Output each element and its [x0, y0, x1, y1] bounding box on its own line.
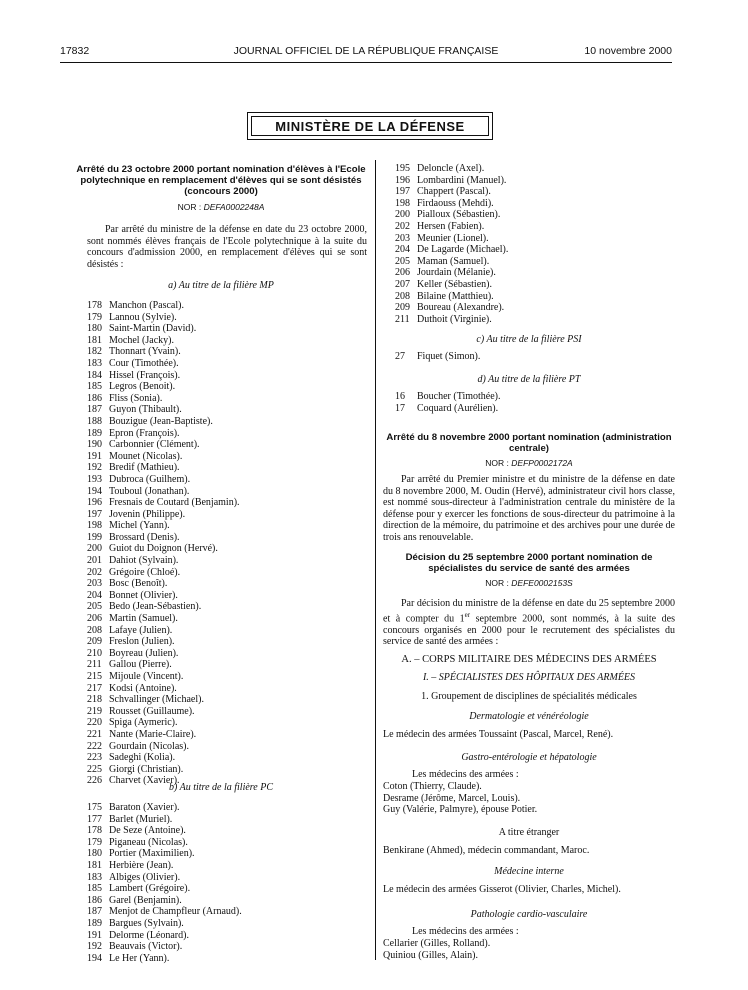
rank-number: 200	[87, 543, 102, 555]
rank-number: 192	[87, 462, 102, 474]
student-name: Jourdain (Mélanie).	[417, 267, 496, 279]
dermato-text: Le médecin des armées Toussaint (Pascal, Marcel, René).	[383, 729, 614, 740]
doctor-name: Quiniou (Gilles, Alain).	[383, 949, 478, 961]
student-name: Fresnais de Coutard (Benjamin).	[109, 497, 240, 509]
header-rule	[60, 62, 672, 63]
rank-number: 184	[87, 369, 102, 381]
issue-date: 10 novembre 2000	[584, 45, 672, 57]
rank-number: 194	[87, 485, 102, 497]
rank-number: 180	[87, 848, 102, 860]
list-item	[395, 163, 675, 175]
list-item	[87, 694, 367, 706]
list-item	[87, 567, 367, 579]
list-item	[87, 497, 367, 509]
student-name: Beauvais (Victor).	[109, 941, 183, 953]
list-item	[87, 312, 367, 324]
student-name: Manchon (Pascal).	[109, 300, 184, 311]
arrete1-title: Arrêté du 23 octobre 2000 portant nomination d'élèves à l'Ecole polytechnique en remplacement d'élèves qui se sont désistés (concours 2000)	[76, 164, 366, 198]
list-item	[395, 391, 675, 403]
list-item	[87, 918, 367, 930]
arrete2-nor: NOR : DEFP0002172A	[485, 458, 573, 468]
student-name: Guiot du Doignon (Hervé).	[109, 543, 218, 555]
rank-number: 194	[87, 952, 102, 964]
rank-number: 205	[395, 255, 410, 267]
list-item	[87, 906, 367, 918]
rank-number: 211	[87, 659, 102, 671]
rank-number: 178	[87, 300, 102, 311]
nor-code: DEFA0002248A	[203, 202, 265, 212]
list-item	[87, 439, 367, 451]
rank-number: 191	[87, 929, 102, 941]
student-name: Bedo (Jean-Sébastien).	[109, 601, 202, 613]
arrete2-body: Par arrêté du Premier ministre et du ministre de la défense en date du 8 novembre 2000, M. Oudin (Hervé), administrateur civil hors classe, est nommé sous-directeur à l'administration centrale du ministère de la défense pour y exercer les fonctions de sous-directeur du patrimoine à la direction de la mémoire, du patrimoine et des archives pour une durée de trois ans renouvelable.	[383, 474, 675, 543]
student-name: Fiquet (Simon).	[417, 351, 481, 362]
list-item	[87, 358, 367, 370]
rank-number: 199	[87, 531, 102, 543]
student-name: Pialloux (Sébastien).	[417, 209, 501, 221]
student-name: Freslon (Julien).	[109, 636, 175, 648]
rank-number: 197	[87, 508, 102, 520]
student-name: Hissel (François).	[109, 369, 181, 381]
groupement-heading: 1. Groupement de disciplines de spécialités médicales	[421, 691, 637, 702]
list-item	[87, 300, 367, 312]
rank-number: 202	[395, 220, 410, 232]
list-item	[87, 393, 367, 405]
rank-number: 209	[395, 302, 410, 314]
student-name: Bosc (Benoît).	[109, 578, 168, 590]
rank-number: 198	[87, 520, 102, 532]
student-name: Gallou (Pierre).	[109, 659, 172, 671]
student-name: Thonnart (Yvain).	[109, 346, 181, 358]
rank-number: 211	[395, 313, 410, 325]
rank-number: 175	[87, 802, 102, 813]
filiere-mp-heading: a) Au titre de la filière MP	[168, 280, 274, 291]
list-item	[395, 314, 675, 326]
interne-text: Le médecin des armées Gisserot (Olivier, Charles, Michel).	[383, 884, 621, 895]
student-name: Fliss (Sonia).	[109, 392, 163, 404]
list-item	[87, 860, 367, 872]
rank-number: 201	[87, 555, 102, 567]
rank-number: 179	[87, 836, 102, 848]
rank-number: 189	[87, 427, 102, 439]
list-item	[87, 590, 367, 602]
student-name: Touboul (Jonathan).	[109, 485, 190, 497]
student-name: Kodsi (Antoine).	[109, 682, 177, 694]
ministry-title: MINISTÈRE DE LA DÉFENSE	[251, 116, 489, 136]
rank-number: 185	[87, 381, 102, 393]
rank-number: 188	[87, 415, 102, 427]
rank-number: 198	[395, 197, 410, 209]
student-name: Spiga (Aymeric).	[109, 717, 178, 729]
rank-number: 221	[87, 728, 102, 740]
list-item	[87, 381, 367, 393]
ministry-box	[247, 112, 493, 140]
list-item	[395, 186, 675, 198]
student-name: Dubroca (Guilhem).	[109, 473, 191, 485]
list-item	[87, 474, 367, 486]
list-item	[87, 802, 367, 814]
student-name: De Lagarde (Michael).	[417, 244, 509, 256]
list-item	[87, 671, 367, 683]
list-item	[395, 209, 675, 221]
student-name: Mounet (Nicolas).	[109, 450, 183, 462]
student-name: Brossard (Denis).	[109, 531, 180, 543]
student-name: Saint-Martin (David).	[109, 323, 197, 335]
student-name: Maman (Samuel).	[417, 255, 490, 267]
student-name: Epron (François).	[109, 427, 180, 439]
gastro-heading: Gastro-entérologie et hépatologie	[461, 752, 597, 763]
student-name: Duthoit (Virginie).	[417, 313, 492, 325]
student-name: Carbonnier (Clément).	[109, 439, 200, 451]
student-name: Boucher (Timothée).	[417, 391, 501, 402]
pt-list	[395, 391, 675, 414]
student-name: Schvallinger (Michael).	[109, 694, 204, 706]
list-item	[87, 764, 367, 776]
rank-number: 197	[395, 186, 410, 198]
student-name: Firdaouss (Mehdi).	[417, 197, 494, 209]
student-name: Deloncle (Axel).	[417, 163, 485, 174]
rank-number: 27	[395, 351, 405, 362]
student-name: Meunier (Lionel).	[417, 232, 489, 244]
rank-number: 183	[87, 357, 102, 369]
rank-number: 205	[87, 601, 102, 613]
list-item	[87, 741, 367, 753]
student-name: Bouzigue (Jean-Baptiste).	[109, 415, 213, 427]
student-name: Barlet (Muriel).	[109, 813, 173, 825]
rank-number: 200	[395, 209, 410, 221]
list-item	[395, 221, 675, 233]
rank-number: 185	[87, 883, 102, 895]
list-item	[87, 895, 367, 907]
student-name: Martin (Samuel).	[109, 613, 178, 625]
rank-number: 220	[87, 717, 102, 729]
list-item	[87, 451, 367, 463]
list-item	[87, 346, 367, 358]
doctor-name: Cellarier (Gilles, Rolland).	[383, 938, 491, 949]
rank-number: 196	[87, 497, 102, 509]
list-item	[87, 509, 367, 521]
cardio-heading: Pathologie cardio-vasculaire	[470, 909, 588, 920]
rank-number: 179	[87, 311, 102, 323]
student-name: De Seze (Antoine).	[109, 825, 186, 837]
list-item	[87, 625, 367, 637]
rank-number: 222	[87, 740, 102, 752]
rank-number: 186	[87, 392, 102, 404]
student-name: Bonnet (Olivier).	[109, 589, 178, 601]
list-item	[87, 953, 367, 965]
list-item	[395, 351, 675, 363]
student-name: Le Her (Yann).	[109, 952, 170, 964]
list-item	[87, 825, 367, 837]
rank-number: 208	[87, 624, 102, 636]
student-name: Mochel (Jacky).	[109, 334, 174, 346]
student-name: Grégoire (Chloé).	[109, 566, 181, 578]
rank-number: 178	[87, 825, 102, 837]
psi-list	[395, 351, 675, 363]
rank-number: 189	[87, 917, 102, 929]
student-name: Portier (Maximilien).	[109, 848, 195, 860]
arrete2-title: Arrêté du 8 novembre 2000 portant nomination (administration centrale)	[386, 432, 672, 455]
student-name: Mijoule (Vincent).	[109, 671, 184, 682]
student-name: Charvet (Xavier).	[109, 775, 180, 787]
student-name: Boureau (Alexandre).	[417, 302, 505, 314]
filiere-pt-heading: d) Au titre de la filière PT	[477, 374, 581, 385]
rank-number: 215	[87, 671, 102, 682]
rank-number: 195	[395, 163, 410, 174]
doctor-name: Coton (Thierry, Claude).	[383, 781, 482, 792]
rank-number: 181	[87, 334, 102, 346]
rank-number: 16	[395, 391, 405, 402]
list-item	[395, 175, 675, 187]
decision-body: Par décision du ministre de la défense en date du 25 septembre 2000 et à compter du 1er septembre 2000, sont nommés, à la suite des concours organisés en 2000 pour le recrutement des spécialistes du service de santé des armées :	[383, 598, 675, 648]
rank-number: 207	[395, 278, 410, 290]
list-item	[87, 814, 367, 826]
rank-number: 226	[87, 775, 102, 787]
list-item	[87, 416, 367, 428]
list-item	[87, 837, 367, 849]
list-item	[87, 648, 367, 660]
filiere-psi-heading: c) Au titre de la filière PSI	[476, 334, 582, 345]
rank-number: 223	[87, 752, 102, 764]
rank-number: 210	[87, 647, 102, 659]
student-name: Gourdain (Nicolas).	[109, 740, 189, 752]
list-item	[87, 428, 367, 440]
journal-title: JOURNAL OFFICIEL DE LA RÉPUBLIQUE FRANÇAISE	[233, 45, 499, 57]
list-item	[87, 941, 367, 953]
list-item	[87, 659, 367, 671]
rank-number: 177	[87, 813, 102, 825]
list-item	[395, 256, 675, 268]
student-name: Legros (Benoit).	[109, 381, 176, 393]
list-item	[87, 555, 367, 567]
list-item	[87, 520, 367, 532]
list-item	[87, 930, 367, 942]
student-name: Herbière (Jean).	[109, 859, 174, 871]
student-name: Dahiot (Sylvain).	[109, 555, 179, 567]
student-name: Piganeau (Nicolas).	[109, 836, 188, 848]
rank-number: 180	[87, 323, 102, 335]
rank-number: 192	[87, 941, 102, 953]
rank-number: 181	[87, 859, 102, 871]
rank-number: 203	[395, 232, 410, 244]
rank-number: 208	[395, 290, 410, 302]
rank-number: 193	[87, 473, 102, 485]
student-name: Coquard (Aurélien).	[417, 402, 499, 414]
list-item	[395, 267, 675, 279]
student-name: Rousset (Guillaume).	[109, 705, 195, 717]
rank-number: 191	[87, 450, 102, 462]
student-name: Albiges (Olivier).	[109, 871, 181, 883]
list-item	[87, 370, 367, 382]
rank-number: 187	[87, 906, 102, 918]
student-name: Lannou (Sylvie).	[109, 311, 177, 323]
doctor-name: Desrame (Jérôme, Marcel, Louis).	[383, 792, 521, 804]
list-item	[87, 717, 367, 729]
pc-list-right	[395, 163, 675, 325]
student-name: Sadeghi (Kolia).	[109, 752, 176, 764]
gastro-intro: Les médecins des armées :	[412, 769, 519, 780]
list-item	[395, 279, 675, 291]
list-item	[87, 486, 367, 498]
list-item	[87, 883, 367, 895]
page-header	[60, 45, 672, 59]
student-name: Lombardini (Manuel).	[417, 174, 507, 186]
list-item	[87, 601, 367, 613]
rank-number: 187	[87, 404, 102, 416]
student-name: Bilaine (Matthieu).	[417, 290, 494, 302]
column-separator	[375, 160, 376, 960]
rank-number: 204	[87, 589, 102, 601]
list-item	[87, 752, 367, 764]
rank-number: 190	[87, 439, 102, 451]
rank-number: 218	[87, 694, 102, 706]
student-name: Bargues (Sylvain).	[109, 917, 184, 929]
rank-number: 196	[395, 174, 410, 186]
list-item	[87, 462, 367, 474]
rank-number: 206	[395, 267, 410, 279]
student-name: Bredif (Mathieu).	[109, 462, 180, 474]
list-item	[87, 872, 367, 884]
student-name: Cour (Timothée).	[109, 357, 179, 369]
decision-nor: NOR : DEFE0002153S	[485, 578, 573, 588]
etranger-heading: A titre étranger	[498, 827, 560, 838]
student-name: Lambert (Grégoire).	[109, 883, 191, 895]
list-item	[395, 302, 675, 314]
doctor-name: Guy (Valérie, Palmyre), épouse Potier.	[383, 804, 538, 816]
rank-number: 186	[87, 894, 102, 906]
student-name: Keller (Sébastien).	[417, 278, 492, 290]
rank-number: 182	[87, 346, 102, 358]
rank-number: 219	[87, 705, 102, 717]
student-name: Guyon (Thibault).	[109, 404, 182, 416]
dermato-heading: Dermatologie et vénéréologie	[469, 711, 589, 722]
list-item	[395, 291, 675, 303]
list-item	[395, 198, 675, 210]
student-name: Menjot de Champfleur (Arnaud).	[109, 906, 242, 918]
list-item	[87, 404, 367, 416]
arrete1-body: Par arrêté du ministre de la défense en date du 23 octobre 2000, sont nommés élèves français de l'Ecole polytechnique à la suite du concours d'admission 2000, en remplacement d'élèves qui se sont désistés :	[87, 224, 367, 270]
student-name: Hersen (Fabien).	[417, 220, 485, 232]
list-item	[87, 729, 367, 741]
rank-number: 203	[87, 578, 102, 590]
pc-list-left	[87, 802, 367, 964]
list-item	[395, 244, 675, 256]
student-name: Nante (Marie-Claire).	[109, 728, 197, 740]
student-name: Michel (Yann).	[109, 520, 170, 532]
student-name: Chappert (Pascal).	[417, 186, 491, 198]
filiere-pc-heading: b) Au titre de la filière PC	[168, 782, 274, 793]
list-item	[87, 848, 367, 860]
list-item	[87, 636, 367, 648]
student-name: Giorgi (Christian).	[109, 763, 184, 775]
list-item	[395, 233, 675, 245]
page-number: 17832	[60, 45, 90, 57]
rank-number: 202	[87, 566, 102, 578]
rank-number: 17	[395, 402, 405, 414]
student-name: Delorme (Léonard).	[109, 929, 189, 941]
cardio-list	[383, 938, 675, 961]
student-name: Garel (Benjamin).	[109, 894, 182, 906]
arrete1-nor	[75, 202, 367, 214]
list-item	[87, 335, 367, 347]
etranger-text: Benkirane (Ahmed), médecin commandant, Maroc.	[383, 845, 590, 856]
student-name: Jovenin (Philippe).	[109, 508, 186, 520]
interne-heading: Médecine interne	[494, 866, 564, 877]
list-item	[87, 323, 367, 335]
rank-number: 183	[87, 871, 102, 883]
rank-number: 206	[87, 613, 102, 625]
list-item	[87, 706, 367, 718]
gastro-list	[383, 781, 675, 816]
section-i-heading: I. – SPÉCIALISTES DES HÔPITAUX DES ARMÉES	[422, 672, 636, 683]
student-name: Lafaye (Julien).	[109, 624, 173, 636]
rank-number: 204	[395, 244, 410, 256]
rank-number: 209	[87, 636, 102, 648]
list-item	[87, 578, 367, 590]
rank-number: 217	[87, 682, 102, 694]
section-a-heading: A. – CORPS MILITAIRE DES MÉDECINS DES ARMÉES	[401, 654, 657, 665]
list-item	[395, 403, 675, 415]
cardio-intro: Les médecins des armées :	[412, 926, 519, 937]
nor-label: NOR :	[177, 202, 202, 212]
student-name: Baraton (Xavier).	[109, 802, 180, 813]
list-item	[87, 532, 367, 544]
list-item	[87, 613, 367, 625]
list-item	[87, 543, 367, 555]
decision-title: Décision du 25 septembre 2000 portant nomination de spécialistes du service de santé des armées	[405, 552, 653, 575]
list-item	[87, 683, 367, 695]
student-name: Boyreau (Julien).	[109, 647, 179, 659]
rank-number: 225	[87, 763, 102, 775]
mp-list	[87, 300, 367, 787]
